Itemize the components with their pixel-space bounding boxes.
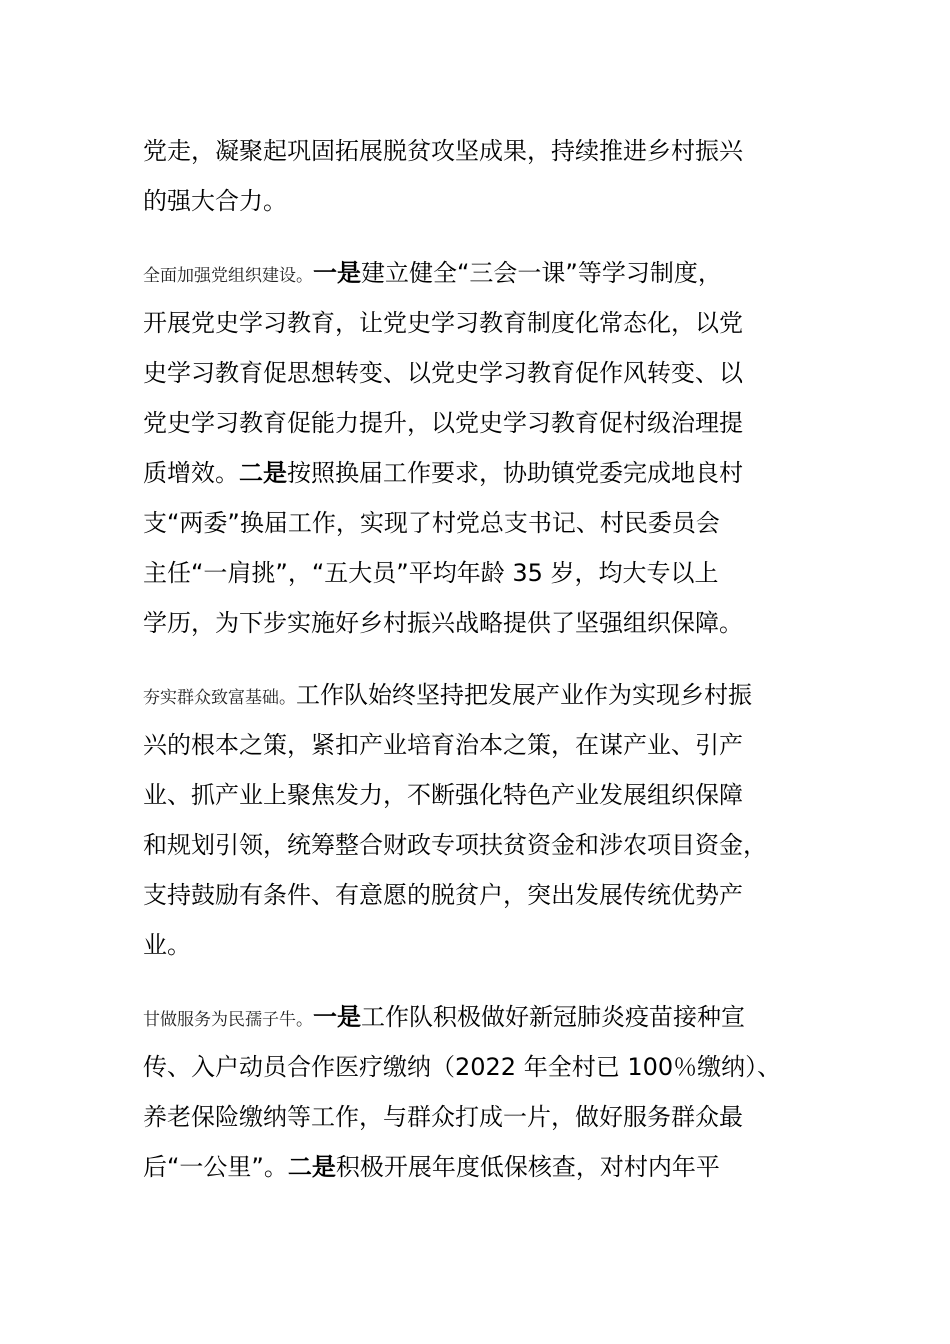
paragraph-text: 主任“一肩挑”，“五大员”平均年龄 35 岁，均大专以上 bbox=[143, 559, 719, 587]
paragraph-text: 质增效。 bbox=[143, 459, 239, 487]
section-heading: 全面加强党组织建设。 bbox=[143, 266, 313, 286]
section-2-line-1 bbox=[143, 680, 752, 713]
section-2-line-6 bbox=[143, 930, 191, 960]
bold-marker: 二是 bbox=[239, 459, 287, 487]
intro-text: 党走，凝聚起巩固拓展脱贫攻坚成果，持续推进乡村振兴 bbox=[143, 137, 743, 165]
paragraph-text: 学历，为下步实施好乡村振兴战略提供了坚强组织保障。 bbox=[143, 609, 743, 637]
section-1-line-7 bbox=[143, 558, 719, 588]
paragraph-text: 后“一公里”。 bbox=[143, 1153, 288, 1181]
section-3-line-3 bbox=[143, 1102, 743, 1132]
bold-marker: 一是 bbox=[313, 1003, 361, 1031]
paragraph-text: 业。 bbox=[143, 931, 191, 959]
paragraph-text: 兴的根本之策，紧扣产业培育治本之策，在谋产业、引产 bbox=[143, 731, 743, 759]
intro-line-2 bbox=[143, 186, 287, 216]
section-1-line-1 bbox=[143, 258, 722, 291]
bold-marker: 二是 bbox=[287, 1153, 336, 1181]
section-2-line-4 bbox=[143, 830, 767, 860]
section-3-line-1 bbox=[143, 1002, 745, 1035]
section-3-line-4 bbox=[143, 1152, 720, 1182]
paragraph-text: 工作队始终坚持把发展产业作为实现乡村振 bbox=[296, 681, 752, 709]
intro-line-1 bbox=[143, 136, 743, 166]
paragraph-text: 工作队积极做好新冠肺炎疫苗接种宣 bbox=[361, 1003, 745, 1031]
section-2-line-3 bbox=[143, 780, 743, 810]
paragraph-text: 支持鼓励有条件、有意愿的脱贫户，突出发展传统优势产 bbox=[143, 881, 743, 909]
paragraph-text: 和规划引领，统筹整合财政专项扶贫资金和涉农项目资金， bbox=[143, 831, 767, 859]
section-1-line-3 bbox=[143, 358, 743, 388]
paragraph-text: 积极开展年度低保核查，对村内年平 bbox=[335, 1153, 720, 1181]
paragraph-text: 史学习教育促思想转变、以党史学习教育促作风转变、以 bbox=[143, 359, 743, 387]
paragraph-text: 传、入户动员合作医疗缴纳（2022 年全村已 100％缴纳）、 bbox=[143, 1053, 782, 1081]
paragraph-text: 养老保险缴纳等工作，与群众打成一片，做好服务群众最 bbox=[143, 1103, 743, 1131]
section-1-line-5 bbox=[143, 458, 743, 488]
paragraph-text: 支“两委”换届工作，实现了村党总支书记、村民委员会 bbox=[143, 509, 720, 537]
section-1-line-8 bbox=[143, 608, 743, 638]
section-1-line-2 bbox=[143, 308, 743, 338]
section-1-line-6 bbox=[143, 508, 720, 538]
paragraph-text: 按照换届工作要求，协助镇党委完成地良村 bbox=[287, 459, 743, 487]
paragraph-text: 业、抓产业上聚焦发力，不断强化特色产业发展组织保障 bbox=[143, 781, 743, 809]
bold-marker: 一是 bbox=[313, 259, 361, 287]
paragraph-text: 建立健全“三会一课”等学习制度， bbox=[361, 259, 722, 287]
intro-text: 的强大合力。 bbox=[143, 187, 287, 215]
section-2-line-2 bbox=[143, 730, 743, 760]
section-2-line-5 bbox=[143, 880, 743, 910]
section-heading: 甘做服务为民孺子牛。 bbox=[143, 1010, 313, 1030]
section-heading: 夯实群众致富基础。 bbox=[143, 688, 296, 708]
section-3-line-2 bbox=[143, 1052, 781, 1082]
paragraph-text: 开展党史学习教育，让党史学习教育制度化常态化，以党 bbox=[143, 309, 743, 337]
section-1-line-4 bbox=[143, 408, 743, 438]
paragraph-text: 党史学习教育促能力提升，以党史学习教育促村级治理提 bbox=[143, 409, 743, 437]
